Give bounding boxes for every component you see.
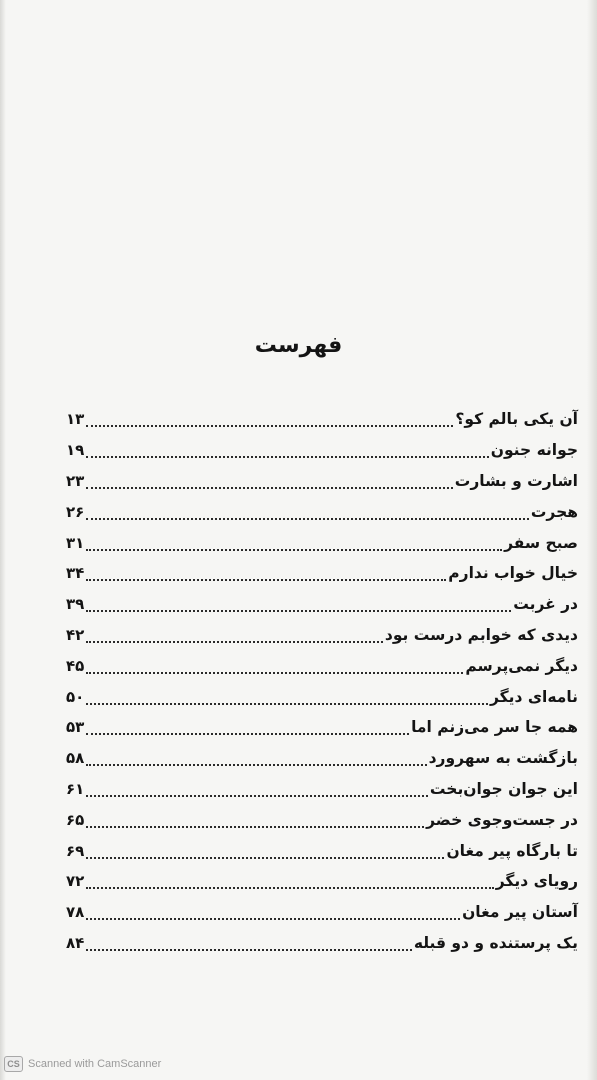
toc-entry xyxy=(66,804,578,835)
dot-leader xyxy=(86,918,460,920)
toc-entry-title: در جست‌وجوی خضر xyxy=(426,810,578,829)
toc-page-number: ۵۸ xyxy=(66,749,85,768)
dot-leader xyxy=(86,672,463,674)
toc-entry-title: همه جا سر می‌زنم اما xyxy=(411,718,578,737)
toc-entry-title: بازگشت به سهرورد xyxy=(428,749,578,768)
camscanner-logo-icon: CS xyxy=(4,1056,23,1072)
dot-leader xyxy=(86,887,493,889)
toc-page-number: ۶۵ xyxy=(66,810,85,829)
toc-entry xyxy=(66,866,578,897)
dot-leader xyxy=(86,549,502,551)
toc-page-number: ۱۹ xyxy=(66,441,85,460)
toc-entry xyxy=(66,435,578,466)
toc-page-number: ۸۴ xyxy=(66,933,85,952)
dot-leader xyxy=(86,518,529,520)
toc-entry xyxy=(66,835,578,866)
toc-entry-title: در غربت xyxy=(513,595,578,614)
page-edge-shadow-left xyxy=(0,0,6,1080)
dot-leader xyxy=(86,641,383,643)
table-of-contents xyxy=(66,404,578,958)
toc-page-number: ۳۱ xyxy=(66,533,85,552)
page-title: فهرست xyxy=(254,333,343,358)
toc-page-number: ۲۶ xyxy=(66,502,85,521)
toc-entry-title: صبح سفر xyxy=(504,533,578,552)
toc-entry xyxy=(66,650,578,681)
toc-page-number: ۱۳ xyxy=(66,410,85,429)
toc-entry-title: دیدی که خوابم درست بود xyxy=(384,625,578,644)
dot-leader xyxy=(86,764,426,766)
toc-page-number: ۷۲ xyxy=(66,872,85,891)
toc-entry xyxy=(66,527,578,558)
scanner-watermark-text: Scanned with CamScanner xyxy=(28,1058,162,1070)
toc-entry xyxy=(66,496,578,527)
dot-leader xyxy=(86,857,444,859)
toc-entry-title: جوانه جنون xyxy=(490,441,578,460)
toc-entry-title: این جوان جوان‌بخت xyxy=(429,779,578,798)
dot-leader xyxy=(86,579,446,581)
toc-page-number: ۶۹ xyxy=(66,841,85,860)
dot-leader xyxy=(86,456,488,458)
toc-page-number: ۵۳ xyxy=(66,718,85,737)
toc-entry xyxy=(66,897,578,928)
toc-page-number: ۵۰ xyxy=(66,687,85,706)
dot-leader xyxy=(86,949,412,951)
page-edge-shadow-right xyxy=(587,0,597,1080)
toc-entry xyxy=(66,681,578,712)
toc-entry-title: اشارت و بشارت xyxy=(454,471,578,490)
toc-entry-title: آن یکی بالم کو؟ xyxy=(455,410,578,429)
scanner-watermark xyxy=(4,1056,161,1072)
toc-entry xyxy=(66,928,578,959)
toc-entry-title: آستان پیر مغان xyxy=(462,903,578,922)
toc-page-number: ۴۲ xyxy=(66,625,85,644)
toc-entry xyxy=(66,712,578,743)
toc-entry-title: یک پرستنده و دو قبله xyxy=(413,933,578,952)
toc-page-number: ۴۵ xyxy=(66,656,85,675)
toc-entry-title: دیگر نمی‌پرسم xyxy=(465,656,578,675)
dot-leader xyxy=(86,826,424,828)
toc-page-number: ۲۳ xyxy=(66,471,85,490)
dot-leader xyxy=(86,610,511,612)
toc-entry xyxy=(66,466,578,497)
toc-page-number: ۳۹ xyxy=(66,595,85,614)
toc-page-number: ۷۸ xyxy=(66,903,85,922)
toc-entry xyxy=(66,404,578,435)
toc-entry xyxy=(66,774,578,805)
dot-leader xyxy=(86,703,488,705)
toc-entry xyxy=(66,620,578,651)
toc-entry-title: هجرت xyxy=(530,502,578,521)
dot-leader xyxy=(86,733,409,735)
toc-entry-title: نامه‌ای دیگر xyxy=(490,687,578,706)
toc-page-number: ۳۴ xyxy=(66,564,85,583)
toc-entry xyxy=(66,743,578,774)
toc-entry xyxy=(66,589,578,620)
toc-page-number: ۶۱ xyxy=(66,779,85,798)
toc-entry-title: خیال خواب ندارم xyxy=(448,564,578,583)
dot-leader xyxy=(86,487,452,489)
toc-entry xyxy=(66,558,578,589)
dot-leader xyxy=(86,425,453,427)
toc-entry-title: تا بارگاه پیر مغان xyxy=(446,841,578,860)
toc-entry-title: رویای دیگر xyxy=(495,872,578,891)
dot-leader xyxy=(86,795,428,797)
